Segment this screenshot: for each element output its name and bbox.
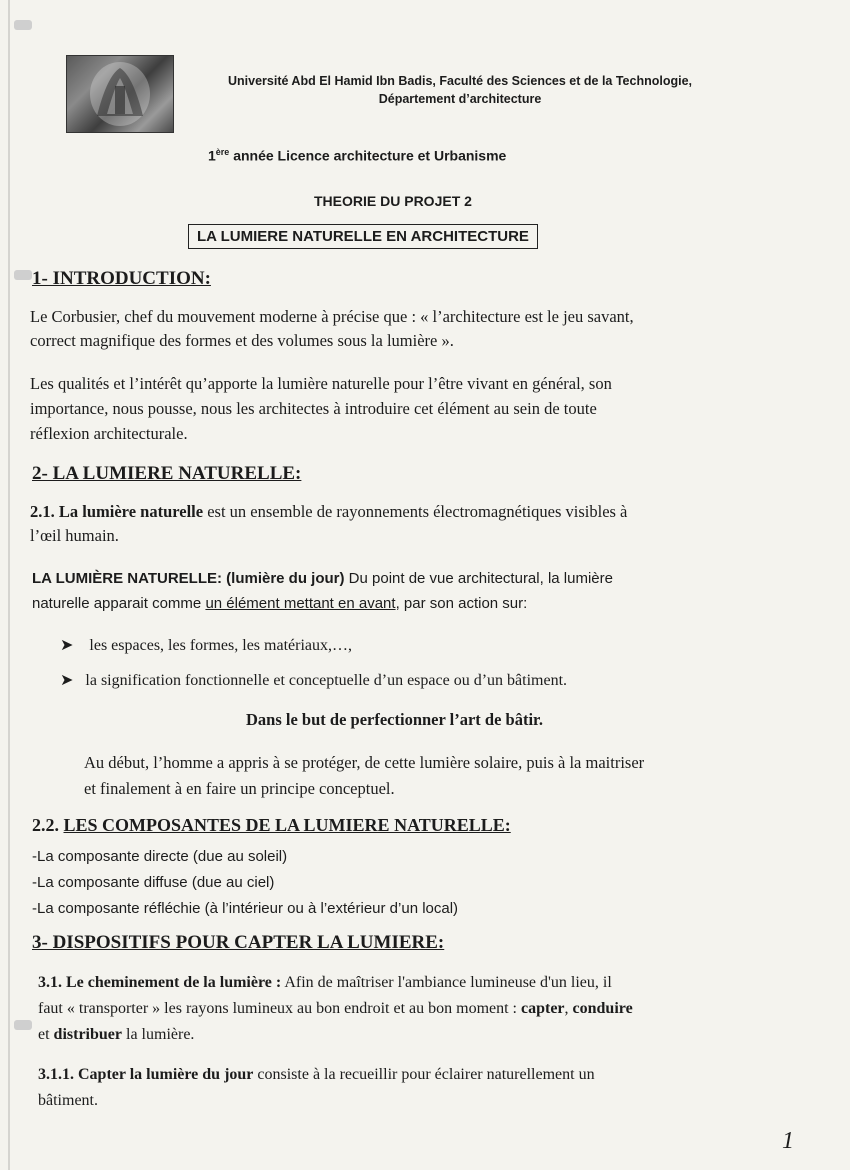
lumiere-paragraph (32, 566, 613, 616)
course-title: THEORIE DU PROJET 2 (314, 193, 472, 209)
section2-heading: 2- LA LUMIERE NATURELLE: (32, 463, 302, 484)
bullet-text: les espaces, les formes, les matériaux,…, (89, 637, 352, 654)
department-line: Département d’architecture (378, 92, 542, 106)
list-item: -La composante diffuse (due au ciel) (32, 874, 275, 891)
year-rest: année Licence architecture et Urbanisme (229, 147, 507, 164)
def-term: La lumière naturelle (58, 502, 204, 521)
capter-term: 3.1.1. Capter la lumière du jour (38, 1066, 254, 1083)
text-span: , (564, 1000, 573, 1017)
text-span: faut « transporter » les rayons lumineux au bon endroit et au bon moment : (38, 1000, 521, 1017)
bullet-text: la signification fonctionnelle et conceptuelle d’un espace ou d’un bâtiment. (85, 672, 568, 689)
text-line: et finalement à en faire un principe conceptuel. (84, 779, 395, 798)
components-title: LES COMPOSANTES DE LA LUMIERE NATURELLE: (63, 815, 511, 835)
text-span: Afin de maîtriser l'ambiance lumineuse d'un lieu, il (281, 974, 612, 991)
year-number: 1 (208, 147, 216, 164)
def-text: est un ensemble de rayonnements électromagnétiques visibles à (203, 502, 628, 521)
list-item (60, 635, 352, 655)
text-span: consiste à la recueillir pour éclairer naturellement un (253, 1066, 595, 1083)
list-item: -La composante directe (due au soleil) (32, 848, 288, 865)
year-line (208, 147, 506, 164)
text-line: Les qualités et l’intérêt qu’apporte la lumière naturelle pour l’être vivant en général, son (30, 374, 612, 393)
keyword-conduire: conduire (572, 1000, 633, 1017)
text-line: bâtiment. (38, 1092, 98, 1109)
cheminement-paragraph (38, 970, 633, 1048)
punch-hole (14, 1020, 32, 1030)
arrow-bullet-icon: ➤ (60, 672, 74, 689)
list-item: -La composante réfléchie (à l’intérieur ou à l’extérieur d’un local) (32, 900, 459, 917)
punch-hole (14, 270, 32, 280)
goal-statement: Dans le but de perfectionner l’art de bâtir. (246, 710, 543, 729)
components-number: 2.2. (32, 815, 64, 835)
punch-hole (14, 20, 32, 30)
cheminement-term: 3.1. Le cheminement de la lumière : (38, 974, 282, 991)
topic-title: LA LUMIERE NATURELLE EN ARCHITECTURE (188, 224, 538, 249)
keyword-distribuer: distribuer (53, 1026, 122, 1043)
university-logo (66, 55, 174, 133)
keyword-capter: capter (521, 1000, 565, 1017)
intro-paragraph-2 (30, 371, 612, 446)
history-paragraph (84, 750, 644, 802)
capter-paragraph (38, 1062, 595, 1114)
university-line: Université Abd El Hamid Ibn Badis, Faculté des Sciences et de la Technologie, (227, 74, 692, 88)
text-line: Le Corbusier, chef du mouvement moderne à précise que : « l’architecture est le jeu savant, (30, 307, 634, 326)
intro-paragraph-1 (30, 305, 634, 353)
section3-heading: 3- DISPOSITIFS POUR CAPTER LA LUMIERE: (32, 932, 445, 953)
text-line: importance, nous pousse, nous les architectes à introduire cet élément au sein de toute (30, 399, 597, 418)
text-line: réflexion architecturale. (30, 424, 188, 443)
lumiere-term: LA LUMIÈRE NATURELLE: (lumière du jour) (32, 570, 345, 587)
section1-heading: 1- INTRODUCTION: (32, 268, 211, 289)
list-item (60, 670, 567, 690)
components-list (32, 844, 458, 922)
text-line: Au début, l’homme a appris à se protéger, de cette lumière solaire, puis à la maitriser (84, 753, 645, 772)
year-superscript: ère (215, 147, 230, 157)
lumiere-text: Du point de vue architectural, la lumière (344, 570, 613, 587)
text-line: l’œil humain. (30, 526, 119, 545)
lumiere-underlined: un élément mettant en avant (205, 595, 396, 612)
text-span: et (38, 1026, 54, 1043)
components-heading (32, 815, 511, 836)
lumiere-text: naturelle apparait comme (32, 595, 206, 612)
text-line: correct magnifique des formes et des volumes sous la lumière ». (30, 331, 454, 350)
definition-paragraph (30, 500, 627, 548)
arrow-bullet-icon: ➤ (60, 637, 74, 654)
page-number: 1 (782, 1128, 794, 1154)
lumiere-text: , par son action sur: (395, 595, 528, 612)
binder-edge (8, 0, 10, 1170)
text-span: la lumière. (122, 1026, 195, 1043)
def-number: 2.1. (30, 502, 59, 521)
